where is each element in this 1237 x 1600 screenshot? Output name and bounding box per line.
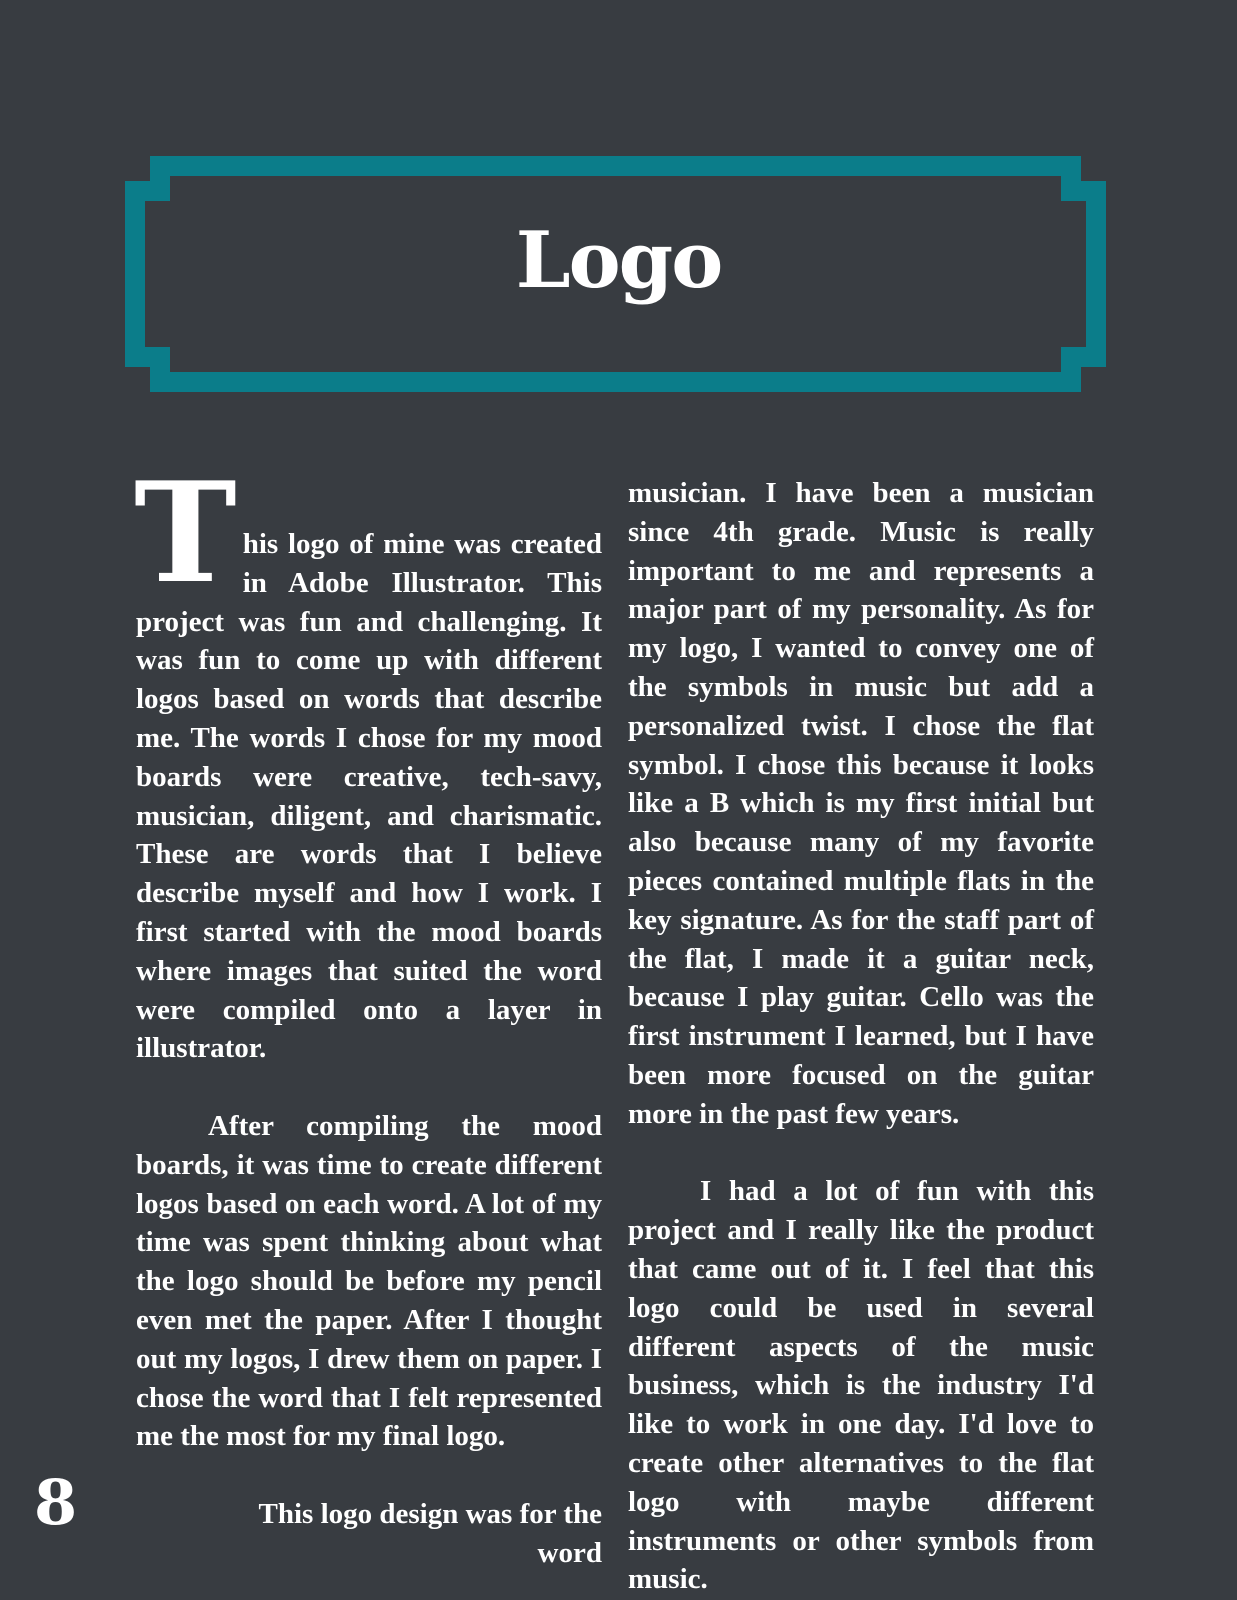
article-column-left — [134, 451, 602, 1573]
paragraph-3-continued: musician. I have been a musician since 4th grade. Music is really important to me and represents a major part of my personality. As for my logo, I wanted to convey one of the symbols in music but add a personalized twist. I chose the flat symbol. I chose this because it looks like a B which is my first initial but also because many of my favorite pieces contained multiple flats in the key signature. As for the staff part of the flat, I made it a guitar neck, because I play guitar. Cello was the first instrument I learned, but I have been more focused on the guitar more in the past few years. — [628, 477, 1094, 1130]
paragraph-1 — [134, 451, 602, 1068]
paragraph-3-start: This logo design was for the word — [258, 1497, 602, 1569]
paragraph-1-text: his logo of mine was created in Adobe Illustrator. This project was fun and challenging. It was fun to come up with different logos based on words that describe me. The words I chose for my mood boards were creative, tech-savy, musician, diligent, and charismatic. These are words that I believe describe myself and how I work. I first started with the mood boards where images that suited the word were compiled onto a layer in illustrator. — [136, 528, 602, 1065]
drop-cap: T — [134, 451, 237, 614]
article-column-right — [628, 474, 1094, 1599]
page-title: Logo — [515, 215, 722, 306]
paragraph-4: I had a lot of fun with this project and I really like the product that came out of it. I feel that this logo could be used in several different aspects of the music business, which is the industry I'd like to work in one day. I'd love to create other alternatives to the flat logo with maybe different instruments or other symbols from music. — [628, 1175, 1094, 1596]
page-number: 8 — [34, 1466, 78, 1539]
paragraph-2: After compiling the mood boards, it was time to create different logos based on each word. A lot of my time was spent thinking about what the logo should be before my pencil even met the paper. After I thought out my logos, I drew them on paper. I chose the word that I felt represented me the most for my final logo. — [136, 1109, 602, 1453]
